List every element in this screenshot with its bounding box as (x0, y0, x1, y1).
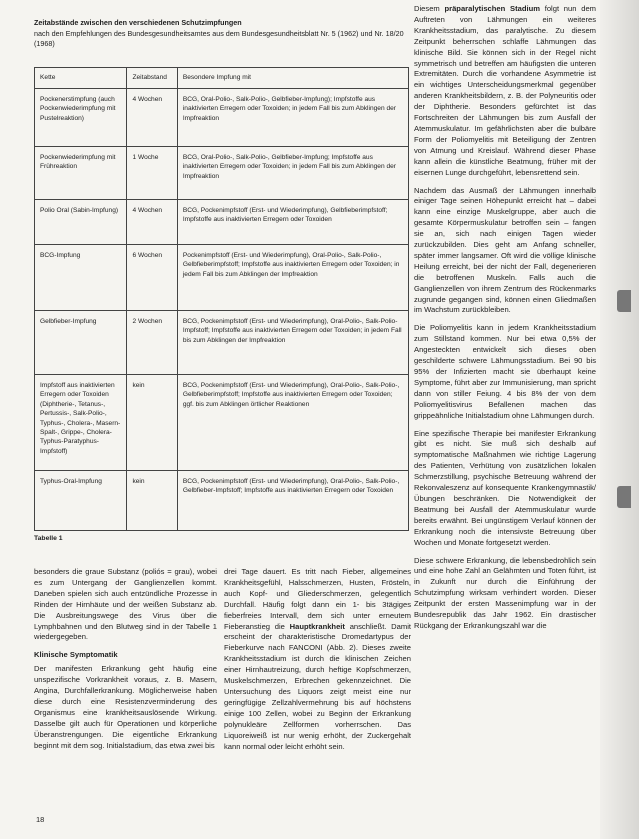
table-cell: Pockenimpfstoff (Erst- und Wiederimpfung), Oral-Polio-, Salk-Polio-, Gelbfieberimpfstoff; Impfstoffe aus inaktivierten Erregern oder Toxoiden; in jedem Fall bis zum Abklingen der Impfreaktion (177, 245, 408, 311)
vaccination-interval-table (34, 67, 409, 531)
binder-clip-mark (617, 486, 631, 508)
table-cell: Typhus-Oral-Impfung (35, 471, 127, 531)
text-run: drei Tage dauert. Es tritt nach Fieber, allgemeines Krankheitsgefühl, Halsschmerzen, Husten, Frösteln, auch Kopf- und Gliederschmerzen, gelegentlich Durchfall. Häufig folgt dann ein 1- bis 3tägiges fieberfreies Intervall, dem sich unter erneutem Fieberanstieg die (224, 567, 411, 631)
table-cell: Pockenwiederimpfung mit Frühreaktion (35, 147, 127, 200)
paragraph: Nachdem das Ausmaß der Lähmungen innerhalb einiger Tage seinen Höhepunkt erreicht hat – dabei kann eine einzige Muskelgruppe, aber auch die gesamte Körpermuskulatur betroffen sein – fangen sie an, sich nach einigen Tagen wieder zurückzubilden. Dies geht am Anfang schneller, später immer langsamer. Oft wird die völlige klinische Heilung erreicht, bei der nicht der Fall, degenerieren die betroffenen Muskeln. Falls auch die Ganglienzellen von ihrem Zentrum des Rückenmarks zugrunde gegangen sind, können einen Gliedmaßen im Wachstum zurückbleiben. (414, 185, 596, 315)
table-row (35, 200, 409, 245)
table-caption-heading: Zeitabstände zwischen den verschiedenen Schutzimpfungen (34, 18, 242, 27)
table-caption-text: nach den Empfehlungen des Bundesgesundheitsamtes aus dem Bundesgesundheitsblatt Nr. 5 (1962) und Nr. 18/20 (1968) (34, 28, 404, 48)
column-header: Zeitabstand (127, 68, 177, 89)
table-caption (34, 18, 409, 50)
paragraph: Diese schwere Erkrankung, die lebensbedrohlich sein und eine hohe Zahl an Gelähmten und Toten führt, ist in Zukunft nur durch die Einführung der Schutzimpfung wirksam verhindert worden. Dieser Zeitpunkt der ersten Massenimpfung war in der Bundesrepublik das Jahr 1962. Ein drastischer Rückgang der Erkrankungszahl war die (414, 555, 596, 630)
table-label: Tabelle 1 (34, 535, 63, 542)
table-cell: BCG-Impfung (35, 245, 127, 311)
table-cell: 4 Wochen (127, 200, 177, 245)
scan-edge-shadow (600, 0, 639, 839)
table-header-row (35, 68, 409, 89)
section-heading: Klinische Symptomatik (34, 650, 118, 660)
table-cell: 2 Wochen (127, 311, 177, 375)
table-row (35, 147, 409, 200)
table-row (35, 89, 409, 147)
bold-term: präparalytischen Stadium (444, 4, 540, 13)
table-cell: kein (127, 471, 177, 531)
table-cell: 4 Wochen (127, 89, 177, 147)
table-row (35, 375, 409, 471)
text-run: folgt nun dem Auftreten von Lähmungen ein weiteres Krankheitsstadium, das paralytische. Zu diesem Zeitpunkt beherrschen schlaffe Lähmungen das klinische Bild. Sie können sich in der Regel nicht symmetrisch und betreffen am häufigsten die unteren Extremitäten. Durch die vorhandene Asymmetrie ist ein wichtiges Unterscheidungsmerkmal gegenüber anderen Krankheitsbildern, z. B. der Polyneuritis oder der Diphtherie. Besonders gefürchtet ist das Fortschreiten der Lähmungen bis zum Ausfall der Atemmuskulatur. Im gefährlichsten aber die bulbäre Form der Poliomyelitis mit Beteiligung der Zentren von Atmung und Kreislauf. Während dieser Phase kann allein die künstliche Beatmung, früher mit der eisernen Lunge durchgeführt, lebensrettend sein. (414, 4, 596, 177)
table-cell: BCG, Oral-Polio-, Salk-Polio-, Gelbfieber-Impfung); Impfstoffe aus inaktivierten Erregern oder Toxoiden; in jedem Fall bis zum Abklingen der Impfreaktion (177, 89, 408, 147)
table-cell: Impfstoff aus inaktivierten Erregern oder Toxoiden (Diphtherie-, Tetanus-, Pertussis-, Salk-Polio-, Typhus-, Cholera-, Masern-Spalt-, Grippe-, Cholera-Typhus-Paratyphus-Impfstoff) (35, 375, 127, 471)
paragraph: Die Poliomyelitis kann in jedem Krankheitsstadium zum Stillstand kommen. Nur bei etwa 0,5% der Angesteckten entwickelt sich dieses oben geschilderte schwere Lähmungsstadium. Bei 90 bis 95% der Infizierten macht sie überhaupt keine Symptome, führt aber zur Immunisierung, man spricht dann von stiller Feiung. 4 bis 8% der von dem Poliomyelitisvirus Befallenen machen das grippeähnliche Initialstadium ohne Lähmungen durch. (414, 323, 596, 420)
table-cell: Pockenerstimpfung (auch Pockenwiederimpfung mit Pustelreaktion) (35, 89, 127, 147)
table-cell: BCG, Oral-Polio-, Salk-Polio-, Gelbfieber-Impfung; Impfstoffe aus inaktivierten Erregern oder Toxoiden; in jedem Fall bis zum Abklingen der Impfreaktion (177, 147, 408, 200)
paragraph: besonders die graue Substanz (poliós = grau), wobei es zum Untergang der Ganglienzellen kommt. Daneben spielen sich auch entzündliche Prozesse in Rinden der Hirnhäute und der weißen Substanz ab. Die Ausbreitungswege des Virus über die Lymphbahnen und den Blutweg sind in der Tabelle 1 wiedergegeben. (34, 567, 217, 642)
table-row (35, 245, 409, 311)
table-cell: 6 Wochen (127, 245, 177, 311)
page-number: 18 (36, 815, 45, 824)
table-cell: 1 Woche (127, 147, 177, 200)
text-run: anschließt. Damit erscheint der charakteristische Dromedartypus der Fieberkurve nach FANCONI (Abb. 2). Dieses zweite Krankheitsstadium ist durch die klinischen Zeichen einer Hirnhautreizung, durch heftige Kopfschmerzen, Muskelschmerzen, Erbrechen gekennzeichnet. Die Untersuchung des Liquors zeigt meist eine nur geringfügige Zellzahlvermehrung bis auf höchstens einige 100 Zellen, wobei zu Beginn der Erkrankung polynukleäre Zellformen vorherrschen. Das Liquoreiweiß ist nur wenig erhöht, der Zuckergehalt kann normal oder leicht erhöht sein. (224, 621, 411, 751)
table-cell: BCG, Pockenimpfstoff (Erst- und Wiederimpfung), Oral-Polio-, Salk-Polio-, Gelbfieber-Impfstoff; Impfstoffe aus inaktivierten Erregern oder Toxoiden (177, 471, 408, 531)
table-cell: BCG, Pockenimpfstoff (Erst- und Wiederimpfung), Oral-Polio-, Salk-Polio-Impfstoff; Impfstoffe aus inaktivierten Erregern oder Toxoiden; in jedem Fall bis zum Abklingen der Impfreaktion (177, 311, 408, 375)
column-header: Kette (35, 68, 127, 89)
text-run: Diesem (414, 4, 445, 13)
table-row (35, 471, 409, 531)
table-cell: BCG, Pockenimpfstoff (Erst- und Wiederimpfung), Oral-Polio-, Salk-Polio-, Gelbfieberimpfstoff; Impfstoffe aus inaktivierten Erregern oder Toxoiden; ggf. bis zum Abklingen örtlicher Reaktionen (177, 375, 408, 471)
paragraph (224, 567, 411, 752)
paragraph: Eine spezifische Therapie bei manifester Erkrankung gibt es nicht. Sie muß sich deshalb auf symptomatische Maßnahmen wie richtige Lagerung des Patienten, Verhütung von zusätzlichen lokalen Schmerzstillung, psychische Betreuung während der Rekonvaleszenz auf konsequente Krankengymnastik/Übungen beschränken. Die Notwendigkeit der Beatmung bei Ausfall der Atemmuskulatur wurde bereits erwähnt. Bei ungünstigem Verlauf können der Erkrankung noch die intensivste Betreuung über Wochen und Monate fortgesetzt werden. (414, 428, 596, 547)
right-text-column (414, 4, 596, 639)
table-cell: Gelbfieber-Impfung (35, 311, 127, 375)
table-cell: Polio Oral (Sabin-Impfung) (35, 200, 127, 245)
left-text-column (34, 567, 217, 759)
table-row (35, 311, 409, 375)
bold-term: Hauptkrankheit (289, 621, 345, 631)
paragraph (414, 4, 596, 179)
table-cell: kein (127, 375, 177, 471)
binder-clip-mark (617, 290, 631, 312)
middle-text-column (224, 567, 411, 759)
table-cell: BCG, Pockenimpfstoff (Erst- und Wiederimpfung), Gelbfieberimpfstoff; Impfstoffe aus inaktivierten Erregern oder Toxoiden (177, 200, 408, 245)
column-header: Besondere Impfung mit (177, 68, 408, 89)
paragraph: Der manifesten Erkrankung geht häufig eine unspezifische Vorkrankheit voraus, z. B. Masern, Angina, Durchfallerkrankung. Möglicherweise haben diese durch eine Resistenzverminderung des Organismus eine krankheitsauslösende Wirkung. Dasselbe gilt auch für Operationen und körperliche Überanstrengungen. Die eigentliche Erkrankung beginnt mit dem sog. Initialstadium, das etwa zwei bis (34, 664, 217, 750)
